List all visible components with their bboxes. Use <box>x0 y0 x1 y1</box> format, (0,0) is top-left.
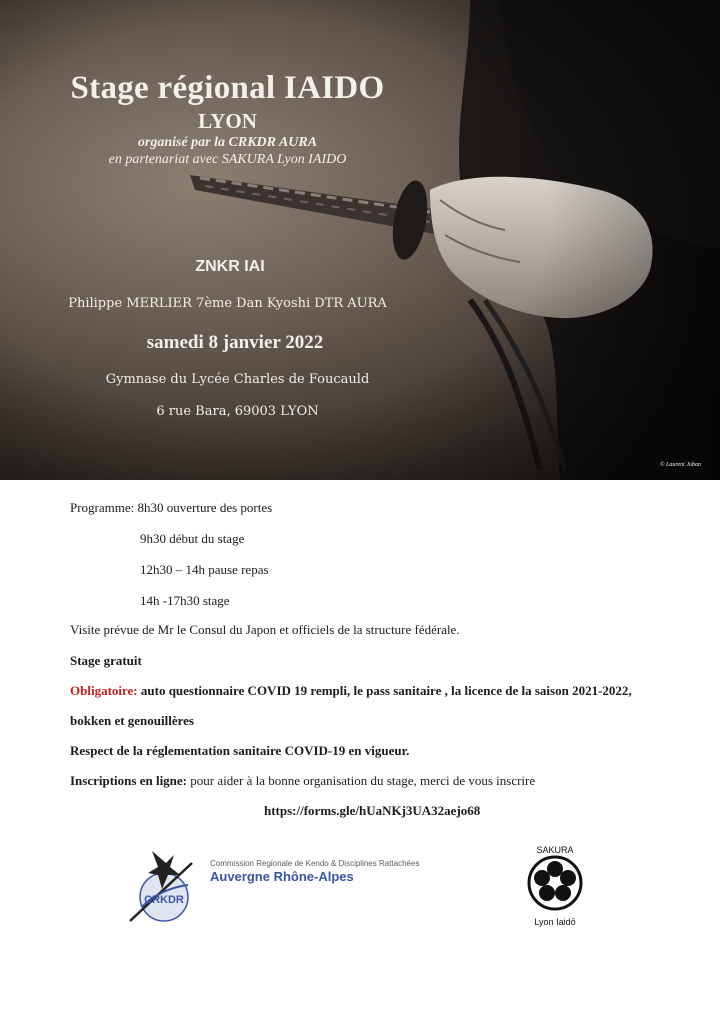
registration-text: pour aider à la bonne organisation du stage, merci de vous inscrire <box>187 773 536 788</box>
discipline-heading: ZNKR IAI <box>195 258 265 275</box>
program-item: 9h30 début du stage <box>140 531 245 546</box>
program-label: Programme: 8h30 ouverture des portes <box>70 500 273 515</box>
event-city: LYON <box>198 109 257 133</box>
registration-link[interactable]: https://forms.gle/hUaNKj3UA32aejo68 <box>264 803 481 818</box>
program-item: 14h -17h30 stage <box>140 593 230 608</box>
crkdr-subtitle: Commission Regionale de Kendo & Disciplines Rattachées <box>210 859 420 868</box>
mandatory-line <box>70 683 632 699</box>
crkdr-logo <box>122 845 422 930</box>
sakura-blossom-icon <box>527 855 583 911</box>
registration-label: Inscriptions en ligne: <box>70 773 188 788</box>
event-date: samedi 8 janvier 2022 <box>146 332 324 353</box>
mandatory-text: auto questionnaire COVID 19 rempli, le pass sanitaire , la licence de la saison 2021-2022, <box>137 683 632 698</box>
event-title: Stage régional IAIDO <box>70 70 385 106</box>
visit-text: Visite prévue de Mr le Consul du Japon et officiels de la structure fédérale. <box>70 622 460 637</box>
sakura-bottom-text: Lyon Iaidō <box>534 917 576 927</box>
organizer-text: organisé par la CRKDR AURA <box>137 135 318 150</box>
crkdr-emblem-icon <box>122 845 204 930</box>
partner-text: en partenariat avec SAKURA Lyon IAIDO <box>108 152 347 167</box>
program-item: 12h30 – 14h pause repas <box>140 562 269 577</box>
sakura-logo <box>520 845 590 930</box>
respect-text: Respect de la réglementation sanitaire COVID-19 en vigueur. <box>70 743 410 758</box>
mandatory-label: Obligatoire: <box>70 683 138 698</box>
crkdr-region: Auvergne Rhône-Alpes <box>210 869 354 884</box>
hero-photo <box>0 0 720 480</box>
photo-credit: © Laurent Juban <box>660 462 702 468</box>
teacher-text: Philippe MERLIER 7ème Dan Kyoshi DTR AURA <box>68 296 387 311</box>
crkdr-mark-text: CRKDR <box>144 894 184 906</box>
sakura-top-text: SAKURA <box>536 845 574 855</box>
mandatory-text-2: bokken et genouillères <box>70 713 194 728</box>
free-text: Stage gratuit <box>70 653 142 668</box>
venue-text: Gymnase du Lycée Charles de Foucauld <box>105 372 370 387</box>
registration-line <box>70 773 535 789</box>
address-text: 6 rue Bara, 69003 LYON <box>156 404 319 419</box>
